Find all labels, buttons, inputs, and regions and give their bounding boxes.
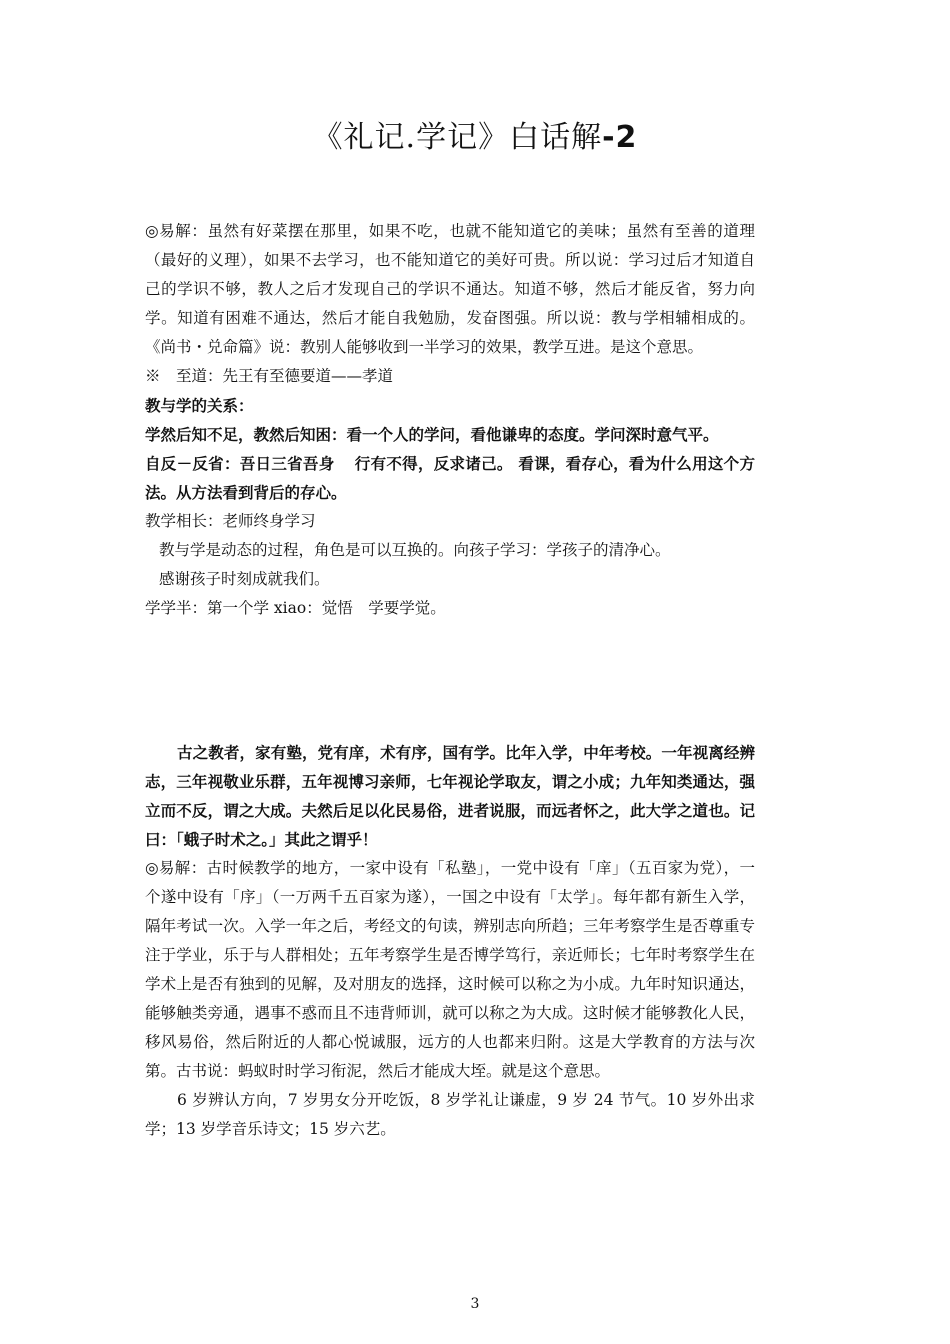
ages-paragraph: 6 岁辨认方向，7 岁男女分开吃饭，8 岁学礼让谦虚，9 岁 24 节气。10 岁外出求学；13 岁学音乐诗文；15 岁六艺。 — [145, 1091, 755, 1138]
line-dynamic-process: 教与学是动态的过程，角色是可以互换的。向孩子学习：学孩子的清净心。 — [159, 541, 671, 559]
bold-line-fanxing-part2: 行有不得，反求诸己。 看课，看存心，看为什么用这个方法。从方法看到背后的存心。 — [145, 454, 755, 502]
line-thanks-children: 感谢孩子时刻成就我们。 — [159, 570, 330, 588]
document-title — [0, 112, 950, 156]
section-ancient-education — [145, 738, 755, 1144]
title-main: 《礼记.学记》白话解 — [312, 120, 603, 155]
page-number: 3 — [470, 1296, 480, 1312]
title-suffix: -2 — [602, 120, 638, 155]
yijie-paragraph-2: ◎易解：古时候教学的地方，一家中设有「私塾」，一党中设有「庠」（五百家为党），一个遂中设有「序」（一万两千五百家为遂），一国之中设有「太学」。每年都有新生入学，隔年考试一次。入学一年之后，考经文的句读，辨别志向所趋；三年考察学生是否尊重专注于学业，乐于与人群相处；五年考察学生是否博学笃行，亲近师长；七年时考察学生在学术上是否有独到的见解，及对朋友的选择，这时候可以称之为小成。九年时知识通达，能够触类旁通，遇事不惑而且不违背师训，就可以称之为大成。这时候才能够教化人民，移风易俗，然后附近的人都心悦诚服，远方的人也都来归附。这是大学教育的方法与次第。古书说：蚂蚁时时学习衔泥，然后才能成大垤。就是这个意思。 — [145, 859, 755, 1080]
line-jiaoxue-xiangzhang: 教学相长：老师终身学习 — [145, 512, 316, 530]
bold-line-fanxing — [145, 449, 755, 507]
yijie-paragraph: ◎易解：虽然有好菜摆在那里，如果不吃，也就不能知道它的美味；虽然有至善的道理（最好的义理），如果不去学习，也不能知道它的美好可贵。所以说：学习过后才知道自己的学识不够，教人之后才发现自己的学识不通达。知道不够，然后才能反省，努力向学。知道有困难不通达，然后才能自我勉励，发奋图强。所以说：教与学相辅相成的。《尚书・兑命篇》说：教别人能够收到一半学习的效果，教学互进。是这个意思。 — [145, 222, 755, 356]
bold-line-zhibuzu: 学然后知不足，教然后知困：看一个人的学问，看他谦卑的态度。学问深时意气平。 — [145, 425, 719, 444]
note-zhidao: ※ 至道：先王有至德要道——孝道 — [145, 367, 394, 385]
line-xuexueban: 学学半：第一个学 xiao：觉悟 学要学觉。 — [145, 599, 446, 617]
bold-line-fanxing-part1: 自反－反省：吾日三省吾身 — [145, 454, 335, 473]
heading-relation: 教与学的关系： — [145, 396, 254, 415]
section-teaching-learning — [145, 217, 755, 623]
classical-text-paragraph: 古之教者，家有塾，党有庠，术有序，国有学。比年入学，中年考校。一年视离经辨志，三年视敬业乐群，五年视博习亲师，七年视论学取友，谓之小成；九年知类通达，强立而不反，谓之大成。夫然后足以化民易俗，进者说服，而远者怀之，此大学之道也。记曰：「蛾子时术之。」其此之谓乎！ — [145, 743, 755, 849]
